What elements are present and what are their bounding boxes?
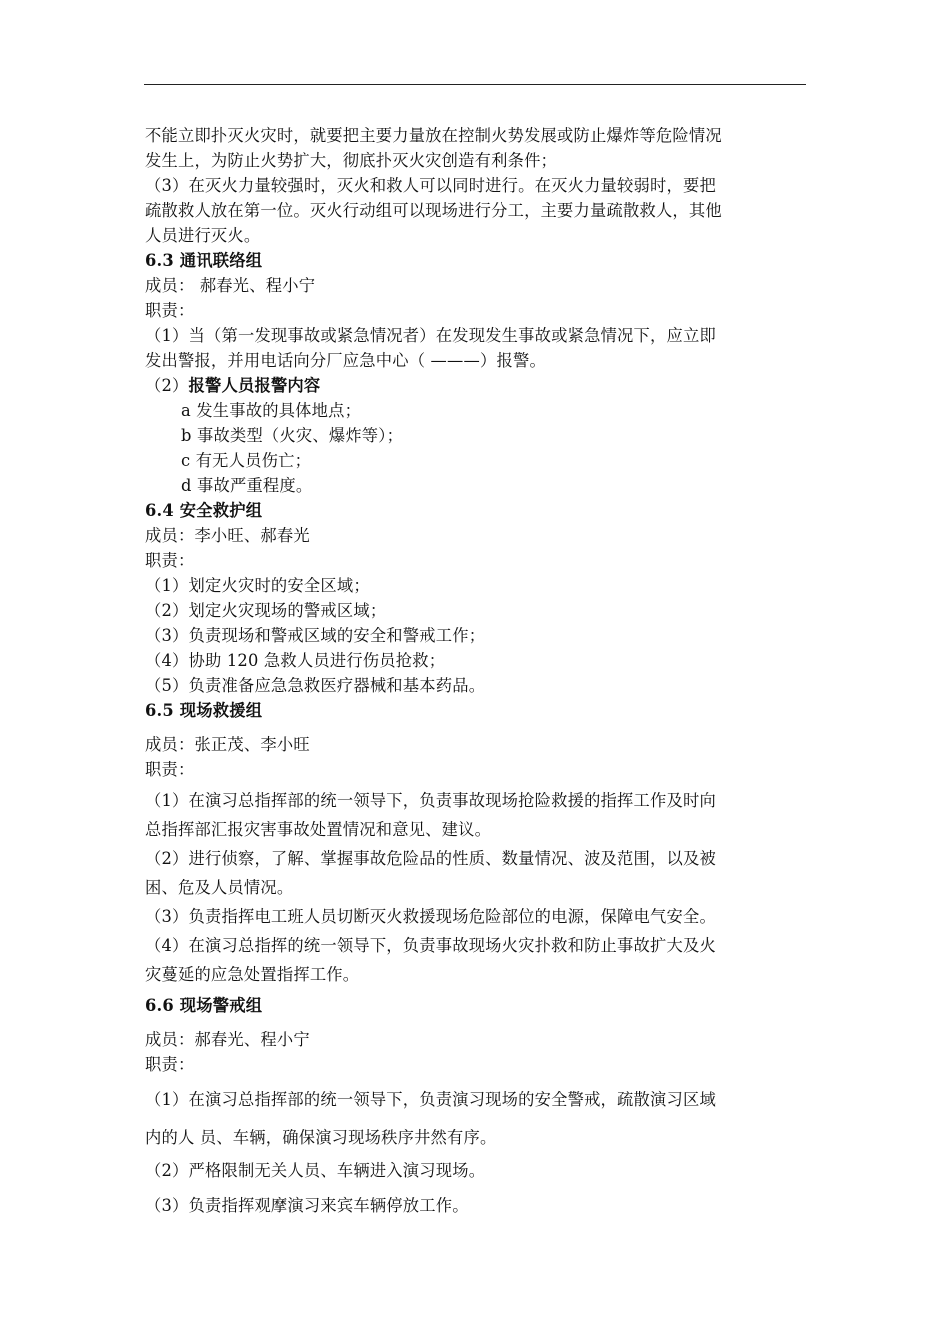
bold-subheading: 报警人员报警内容 — [188, 376, 321, 395]
list-item: b 事故类型（火灾、爆炸等）； — [181, 426, 404, 445]
section-heading-6-3: 6.3 通讯联络组 — [145, 251, 263, 270]
paragraph-line — [145, 374, 320, 398]
paragraph-line: 发出警报，并用电话向分厂应急中心（ ———）报警。 — [145, 351, 546, 370]
list-item: （5）负责准备应急急救医疗器械和基本药品。 — [145, 676, 486, 695]
item-number: （2） — [145, 376, 189, 395]
paragraph-line: 不能立即扑灭火灾时，就要把主要力量放在控制火势发展或防止爆炸等危险情况 — [145, 126, 722, 145]
members-line: 成员： 郝春光、程小宁 — [145, 276, 316, 295]
paragraph-line: （1）在演习总指挥部的统一领导下，负责事故现场抢险救援的指挥工作及时向 — [145, 791, 716, 810]
members-line: 成员：李小旺、郝春光 — [145, 526, 310, 545]
paragraph-line: （3）负责指挥电工班人员切断灭火救援现场危险部位的电源，保障电气安全。 — [145, 907, 716, 926]
paragraph-line: 人员进行灭火。 — [145, 226, 261, 245]
header-rule — [144, 84, 806, 85]
paragraph-line: （4）在演习总指挥的统一领导下，负责事故现场火灾扑救和防止事故扩大及火 — [145, 936, 716, 955]
section-heading-6-5: 6.5 现场救援组 — [145, 701, 263, 720]
list-item: c 有无人员伤亡； — [181, 451, 312, 470]
paragraph-line: 内的人 员、车辆，确保演习现场秩序井然有序。 — [145, 1128, 497, 1147]
paragraph-line: 灾蔓延的应急处置指挥工作。 — [145, 965, 360, 984]
duties-label: 职责： — [145, 301, 195, 320]
list-item: （1）划定火灾时的安全区域； — [145, 576, 370, 595]
list-item: a 发生事故的具体地点； — [181, 401, 362, 420]
paragraph-line: 困、危及人员情况。 — [145, 878, 294, 897]
list-item: （4）协助 120 急救人员进行伤员抢救； — [145, 651, 446, 670]
members-line: 成员：张正茂、李小旺 — [145, 735, 310, 754]
section-heading-6-4: 6.4 安全救护组 — [145, 501, 263, 520]
list-item: d 事故严重程度。 — [181, 476, 313, 495]
paragraph-line: （2）进行侦察，了解、掌握事故危险品的性质、数量情况、波及范围，以及被 — [145, 849, 716, 868]
paragraph-line: 发生上，为防止火势扩大，彻底扑灭火灾创造有利条件； — [145, 151, 558, 170]
members-line: 成员：郝春光、程小宁 — [145, 1030, 310, 1049]
duties-label: 职责： — [145, 1055, 195, 1074]
duties-label: 职责： — [145, 551, 195, 570]
list-item: （3）负责现场和警戒区域的安全和警戒工作； — [145, 626, 486, 645]
list-item: （2）划定火灾现场的警戒区域； — [145, 601, 387, 620]
section-heading-6-6: 6.6 现场警戒组 — [145, 996, 263, 1015]
paragraph-line: （2）严格限制无关人员、车辆进入演习现场。 — [145, 1161, 486, 1180]
paragraph-line: （1）在演习总指挥部的统一领导下，负责演习现场的安全警戒，疏散演习区域 — [145, 1090, 716, 1109]
paragraph-line: （1）当（第一发现事故或紧急情况者）在发现发生事故或紧急情况下，应立即 — [145, 326, 716, 345]
duties-label: 职责： — [145, 760, 195, 779]
paragraph-line: （3）在灭火力量较强时，灭火和救人可以同时进行。在灭火力量较弱时，要把 — [145, 176, 716, 195]
paragraph-line: 总指挥部汇报灾害事故处置情况和意见、建议。 — [145, 820, 492, 839]
paragraph-line: 疏散救人放在第一位。灭火行动组可以现场进行分工，主要力量疏散救人，其他 — [145, 201, 722, 220]
paragraph-line: （3）负责指挥观摩演习来宾车辆停放工作。 — [145, 1196, 469, 1215]
